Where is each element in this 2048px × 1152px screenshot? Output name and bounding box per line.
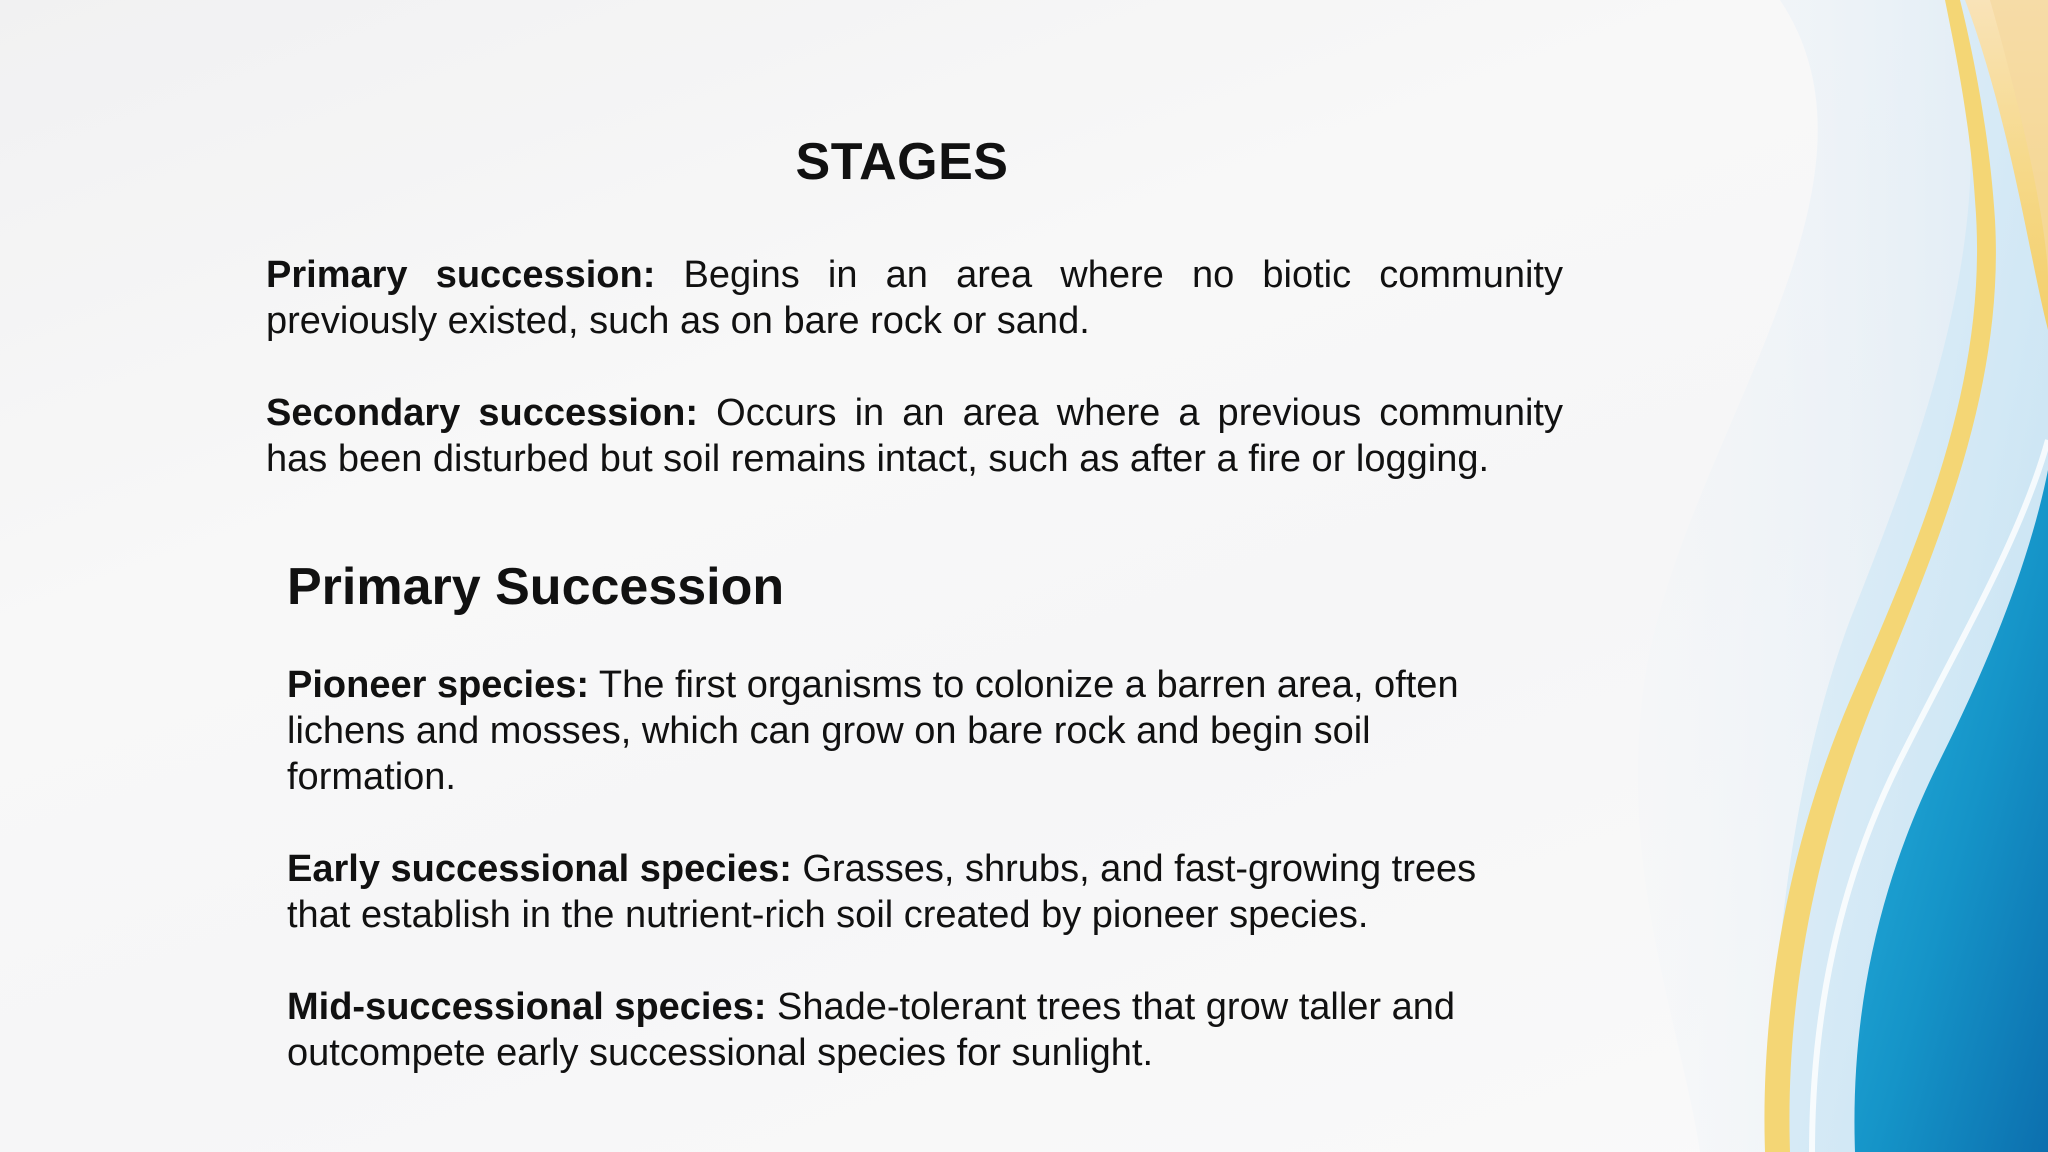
definition-primary xyxy=(266,252,1563,344)
slide-title: STAGES xyxy=(795,133,1009,191)
definition-term: Secondary succession: xyxy=(266,392,699,434)
definition-text: Begins in an area where no biotic community previously existed, such as on bare rock or sand. xyxy=(266,254,1563,342)
stage-text: Grasses, shrubs, and fast-growing trees that establish in the nutrient-rich soil created by pioneer species. xyxy=(287,848,1477,936)
definition-term: Primary succession: xyxy=(266,254,656,296)
stage-term: Early successional species: xyxy=(287,848,792,890)
section-subtitle: Primary Succession xyxy=(287,558,785,616)
stage-text: Shade-tolerant trees that grow taller and outcompete early successional species for sunlight. xyxy=(287,986,1456,1074)
definition-secondary xyxy=(266,390,1563,482)
stage-pioneer xyxy=(287,662,1527,800)
stage-term: Pioneer species: xyxy=(287,664,590,706)
stage-mid xyxy=(287,984,1527,1076)
stage-early xyxy=(287,846,1527,938)
stage-term: Mid-successional species: xyxy=(287,986,767,1028)
definition-text: Occurs in an area where a previous community has been disturbed but soil remains intact, such as after a fire or logging. xyxy=(266,392,1563,480)
stage-text: The first organisms to colonize a barren area, often lichens and mosses, which can grow on bare rock and begin soil formation. xyxy=(287,664,1459,798)
